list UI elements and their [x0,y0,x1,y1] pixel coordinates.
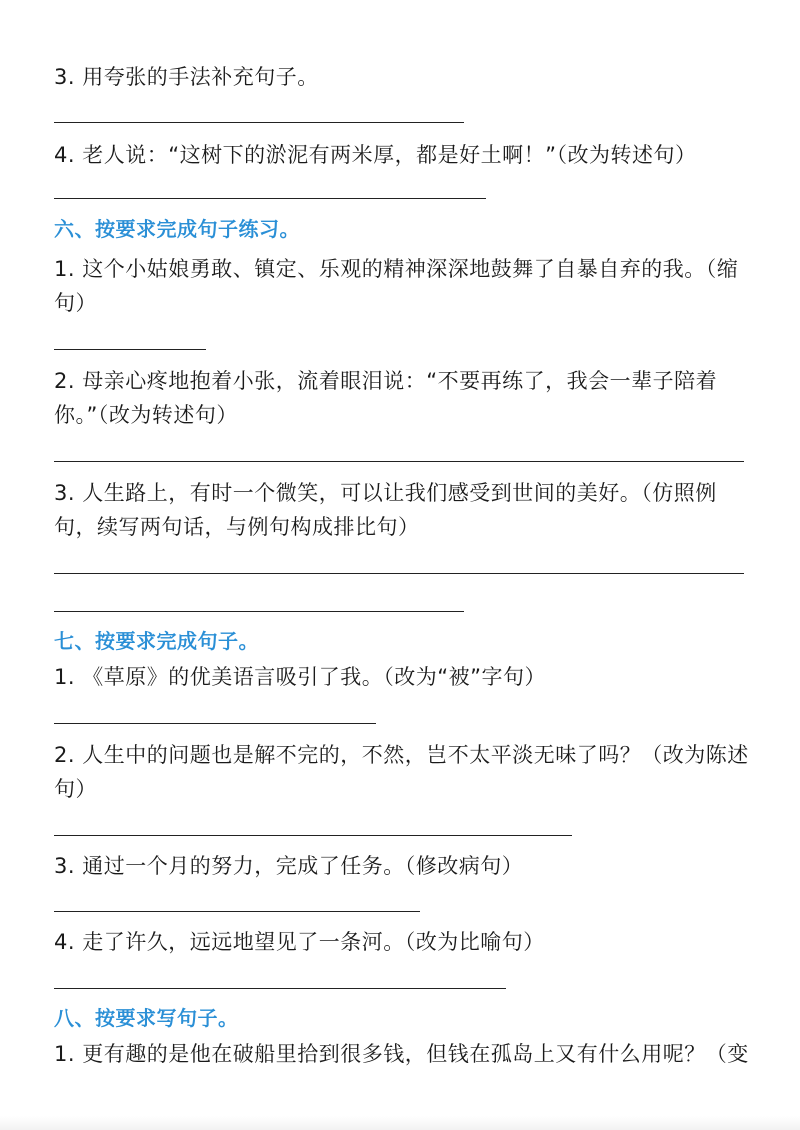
answer-line[interactable] [54,911,420,912]
question-text: 3. 用夸张的手法补充句子。 [54,65,319,89]
answer-line[interactable] [54,461,744,462]
section-heading: 六、按要求完成句子练习。 [54,217,300,241]
answer-line[interactable] [54,723,376,724]
question-text: 4. 走了许久，远远地望见了一条河。（改为比喻句） [54,930,545,954]
question-text: 句） [54,291,97,315]
question-text: 2. 人生中的问题也是解不完的，不然，岂不太平淡无味了吗？（改为陈述 [54,743,749,767]
answer-line[interactable] [54,835,572,836]
question-text: 3. 人生路上，有时一个微笑，可以让我们感受到世间的美好。（仿照例 [54,481,717,505]
question-text: 1. 更有趣的是他在破船里拾到很多钱，但钱在孤岛上又有什么用呢？（变 [54,1042,749,1066]
question-text: 2. 母亲心疼地抱着小张，流着眼泪说：“不要再练了，我会一辈子陪着 [54,369,718,393]
question-text: 1. 这个小姑娘勇敢、镇定、乐观的精神深深地鼓舞了自暴自弃的我。（缩 [54,257,739,281]
answer-line[interactable] [54,988,506,989]
question-text: 4. 老人说：“这树下的淤泥有两米厚，都是好土啊！”（改为转述句） [54,143,697,167]
answer-line[interactable] [54,198,486,199]
answer-line[interactable] [54,573,744,574]
section-heading: 八、按要求写句子。 [54,1006,239,1030]
question-text: 3. 通过一个月的努力，完成了任务。（修改病句） [54,854,524,878]
question-text: 句） [54,777,97,801]
answer-line[interactable] [54,611,464,612]
question-text: 句，续写两句话，与例句构成排比句） [54,515,420,539]
answer-line[interactable] [54,349,206,350]
answer-line[interactable] [54,122,464,123]
page-edge [0,1116,800,1130]
question-text: 1. 《草原》的优美语言吸引了我。（改为“被”字句） [54,665,546,689]
section-heading: 七、按要求完成句子。 [54,629,259,653]
question-text: 你。”（改为转述句） [54,403,238,427]
